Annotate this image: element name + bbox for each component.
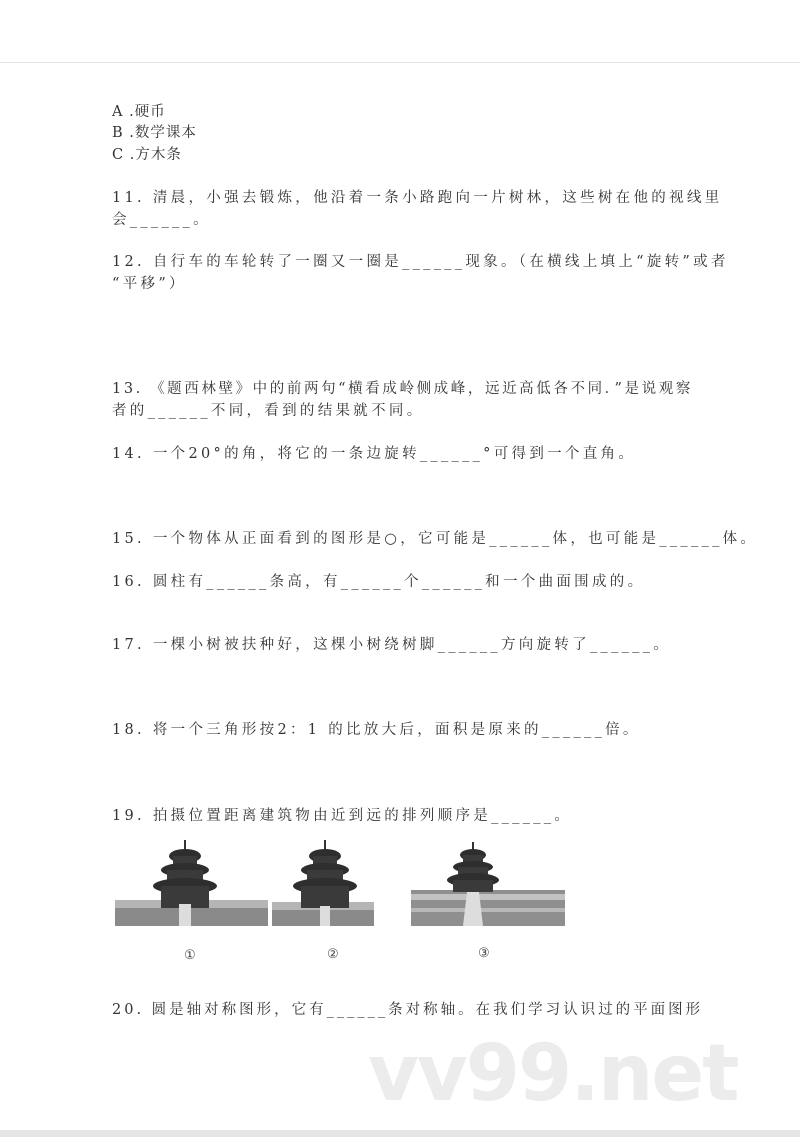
bottom-bar — [0, 1130, 800, 1137]
question-16: 16. 圆柱有______条高，有______个______和一个曲面围成的。 — [112, 574, 646, 590]
figure-label-3: ③ — [478, 946, 490, 961]
question-13-line1: 13. 《题西林壁》中的前两句“横看成岭侧成峰，远近高低各不同．”是说观察 — [112, 381, 693, 397]
top-bar — [0, 0, 800, 62]
figure-label-1: ① — [184, 948, 196, 963]
question-18: 18. 将一个三角形按2：1 的比放大后，面积是原来的______倍。 — [112, 722, 641, 738]
question-19: 19. 拍摄位置距离建筑物由近到远的排列顺序是______。 — [112, 808, 573, 824]
question-11-line2: 会______。 — [112, 212, 211, 228]
question-13-line2: 者的______不同，看到的结果就不同。 — [112, 403, 425, 419]
watermark: vv99.net — [368, 1029, 738, 1119]
figure-label-2: ② — [327, 947, 339, 962]
temple-photo-1 — [115, 838, 270, 928]
question-20: 20. 圆是轴对称图形，它有______条对称轴。在我们学习认识过的平面图形 — [112, 1002, 704, 1018]
question-12-line2: “平移”） — [112, 276, 187, 292]
question-17: 17. 一棵小树被扶种好，这棵小树绕树脚______方向旋转了______。 — [112, 637, 672, 653]
temple-photo-3 — [411, 838, 567, 928]
option-a: A .硬币 — [112, 104, 166, 120]
question-14: 14. 一个20°的角，将它的一条边旋转______°可得到一个直角。 — [112, 446, 637, 462]
temple-photo-2 — [272, 838, 377, 928]
question-11-line1: 11. 清晨，小强去锻炼，他沿着一条小路跑向一片树林，这些树在他的视线里 — [112, 190, 723, 206]
option-b: B .数学课本 — [112, 125, 197, 141]
question-15: 15. 一个物体从正面看到的图形是○，它可能是______体，也可能是______体。 — [112, 531, 759, 547]
option-c: C .方木条 — [112, 147, 182, 163]
question-12-line1: 12. 自行车的车轮转了一圈又一圈是______现象。（在横线上填上“旋转”或者 — [112, 254, 729, 270]
